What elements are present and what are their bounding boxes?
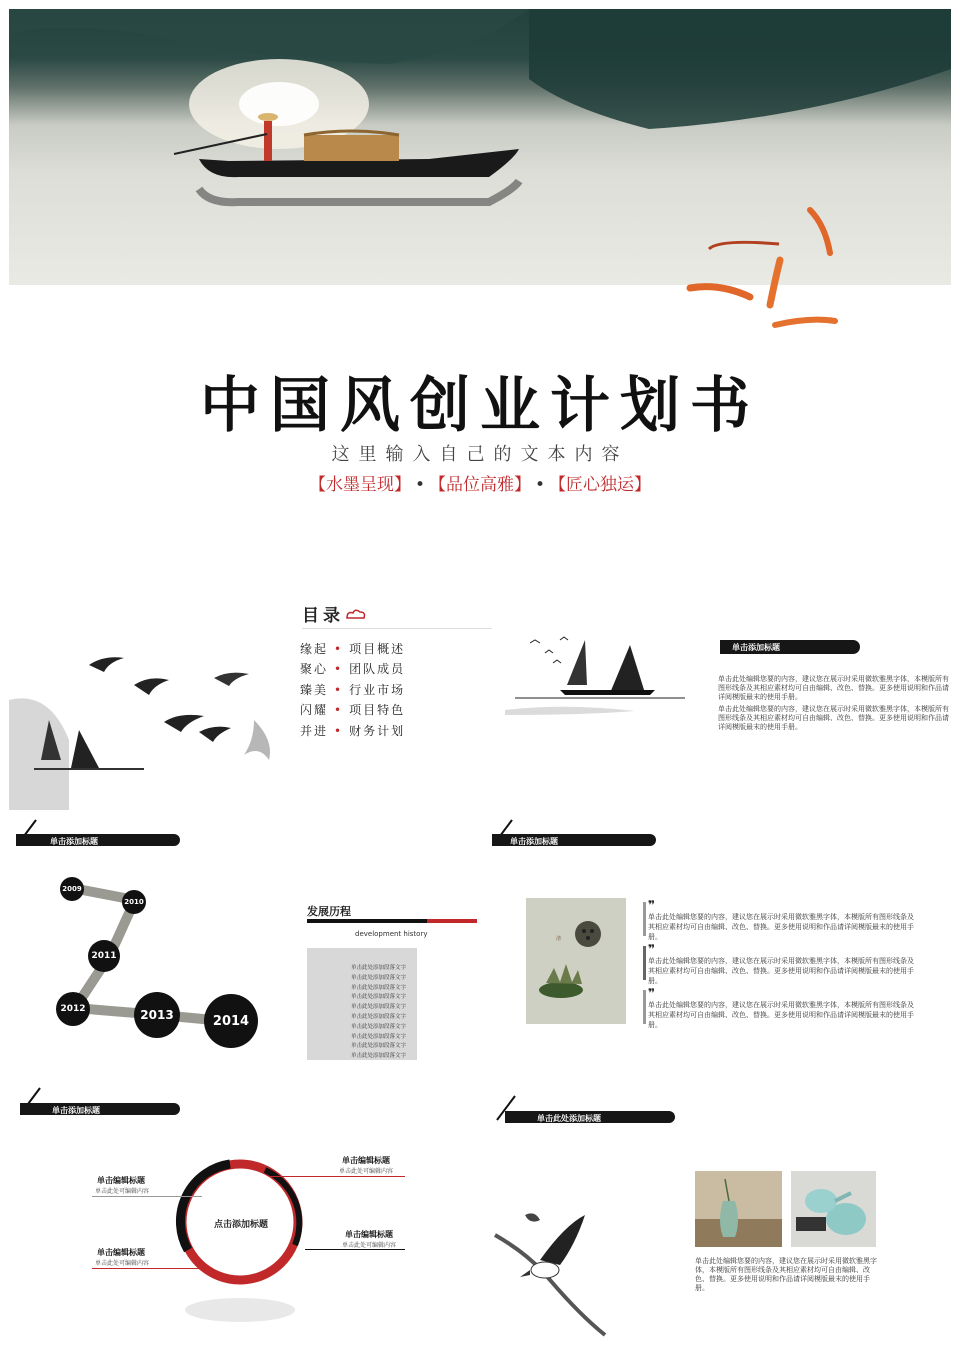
node-subtitle: 单击此处可编辑内容 [339, 1168, 394, 1175]
cover-title: 中国风创业计划书 [200, 371, 760, 441]
history-heading-en: development history [355, 930, 428, 938]
history-box-line: 单击此处添加段落文字 [351, 984, 407, 991]
tag-separator: • [414, 475, 425, 495]
quote-text: 单击此处编辑您要的内容，建议您在展示时采用微软雅黑字体，本模版所有图形线条及其相应素材均可自由编辑、改色、替换。更多使用说明和作品请详阅模版最末的使用手册。 [648, 1001, 914, 1029]
node-subtitle: 单击此处可编辑内容 [95, 1188, 150, 1195]
quote-text: 单击此处编辑您要的内容，建议您在展示时采用微软雅黑字体，本模版所有图形线条及其相应素材均可自由编辑、改色、替换。更多使用说明和作品请详阅模版最末的使用手册。 [648, 957, 914, 985]
toc-item-label: 团队成员 [349, 662, 406, 676]
history-box-line: 单击此处添加段落文字 [351, 1053, 407, 1060]
node-title[interactable]: 单击编辑标题 [97, 1248, 145, 1257]
node-subtitle: 单击此处可编辑内容 [95, 1260, 150, 1267]
toc-item-label: 项目特色 [349, 703, 406, 717]
toc-item-word: 并进 [300, 724, 329, 738]
quotes-brush-title[interactable]: 单击添加标题 [510, 837, 558, 846]
toc-item[interactable] [300, 722, 405, 739]
toc-item-word: 聚心 [300, 662, 329, 676]
vase-illustration [695, 1171, 782, 1247]
history-text-box [307, 948, 417, 1060]
lotus-photo [526, 898, 626, 1024]
toc-item-separator: • [334, 724, 344, 738]
teapot-photo [791, 1171, 876, 1247]
history-box-line: 单击此处添加段落文字 [351, 974, 407, 981]
quote-mark-icon: ❞ [648, 942, 656, 956]
svg-text:清: 清 [556, 936, 562, 942]
toc-item-word: 臻美 [300, 683, 329, 697]
history-brush-title[interactable]: 单击添加标题 [50, 837, 98, 846]
toc-item[interactable] [300, 681, 405, 698]
history-rule-red [427, 919, 477, 923]
history-box-line: 单击此处添加段落文字 [351, 965, 407, 971]
node-connector-line [92, 1196, 202, 1197]
cover-tags [0, 470, 960, 495]
year-node-2014: 2014 [204, 994, 258, 1048]
sailboats-birds-illustration [505, 615, 705, 725]
cover-tag-1: 【水墨呈现】 [308, 475, 411, 495]
toc-item-label: 行业市场 [349, 683, 406, 697]
photos-brush-title[interactable]: 单击此处添加标题 [537, 1114, 601, 1123]
teapot-illustration [791, 1171, 876, 1247]
toc-item-separator: • [334, 703, 344, 717]
toc-item-label: 财务计划 [349, 724, 406, 738]
toc-divider [302, 628, 492, 629]
history-box-line: 单击此处添加段落文字 [351, 994, 407, 1001]
toc-heading: 目录 [302, 606, 344, 626]
title-brush-banner [20, 1103, 180, 1115]
toc-item-word: 缘起 [300, 642, 329, 656]
node-title[interactable]: 单击编辑标题 [342, 1156, 390, 1165]
history-heading: 发展历程 [307, 905, 351, 918]
toc-item-separator: • [334, 642, 344, 656]
intro-paragraph-2: 单击此处编辑您要的内容，建议您在展示时采用微软雅黑字体，本模版所有图形线条及其相应素材均可自由编辑、改色、替换。更多使用说明和作品请详阅模版最末的使用手册。 [718, 705, 949, 731]
year-node-2013: 2013 [134, 992, 180, 1038]
history-box-line: 单击此处添加段落文字 [351, 1023, 407, 1030]
quote-mark-icon: ❞ [648, 986, 656, 1000]
birds-sailboat-illustration [9, 650, 299, 810]
history-box-line: 单击此处添加段落文字 [351, 1013, 407, 1020]
toc-item-word: 闪耀 [300, 703, 329, 717]
node-subtitle: 单击此处可编辑内容 [342, 1242, 397, 1249]
node-connector-line [92, 1268, 202, 1269]
node-title[interactable]: 单击编辑标题 [97, 1176, 145, 1185]
quote-bar [643, 902, 646, 936]
history-rule-black [307, 919, 427, 923]
year-node-2010: 2010 [122, 890, 146, 914]
year-node-2012: 2012 [56, 992, 90, 1026]
intro-paragraph-1: 单击此处编辑您要的内容，建议您在展示时采用微软雅黑字体，本模版所有图形线条及其相应素材均可自由编辑、改色、替换。更多使用说明和作品请详阅模版最末的使用手册。 [718, 675, 949, 701]
toc-item-label: 项目概述 [349, 642, 406, 656]
node-connector-line [305, 1249, 405, 1250]
circle-center-label[interactable]: 点击添加标题 [213, 1220, 268, 1230]
ink-bird-branch-illustration [490, 1205, 610, 1345]
intro-brush-title[interactable]: 单击添加标题 [732, 643, 780, 652]
toc-item[interactable] [300, 660, 405, 677]
toc-item-separator: • [334, 683, 344, 697]
cover-tag-2: 【品位高雅】 [429, 475, 531, 495]
quote-text: 单击此处编辑您要的内容，建议您在展示时采用微软雅黑字体，本模版所有图形线条及其相应素材均可自由编辑、改色、替换。更多使用说明和作品请详阅模版最末的使用手册。 [648, 913, 914, 941]
toc-item-separator: • [334, 662, 344, 676]
quote-bar [643, 990, 646, 1024]
cover-subtitle: 这里输入自己的文本内容 [331, 444, 629, 465]
photos-paragraph: 单击此处编辑您要的内容，建议您在展示时采用微软雅黑字体，本模版所有图形线条及其相应素材均可自由编辑、改色、替换。更多使用说明和作品请详阅模版最末的使用手册。 [695, 1257, 877, 1292]
tag-separator: • [535, 475, 546, 495]
title-brush-banner [16, 834, 180, 846]
node-connector-line [270, 1176, 405, 1177]
history-box-line: 单击此处添加段落文字 [351, 1033, 407, 1040]
history-box-line: 单击此处添加段落文字 [351, 1004, 407, 1011]
quote-bar [643, 946, 646, 980]
year-node-2009: 2009 [60, 877, 84, 901]
koi-fish-decoration [680, 205, 850, 340]
red-cloud-icon [345, 608, 367, 622]
node-title[interactable]: 单击编辑标题 [345, 1230, 393, 1239]
toc-item[interactable] [300, 640, 405, 657]
year-node-2011: 2011 [88, 940, 120, 972]
history-box-line: 单击此处添加段落文字 [351, 1043, 407, 1050]
lotus-seedpod-illustration [526, 898, 626, 1024]
circle-brush-title[interactable]: 单击添加标题 [52, 1106, 100, 1115]
vase-photo [695, 1171, 782, 1247]
toc-item[interactable] [300, 701, 405, 718]
ink-circle-diagram [170, 1150, 310, 1330]
cover-tag-3: 【匠心独运】 [549, 475, 652, 495]
quote-mark-icon: ❞ [648, 898, 656, 912]
